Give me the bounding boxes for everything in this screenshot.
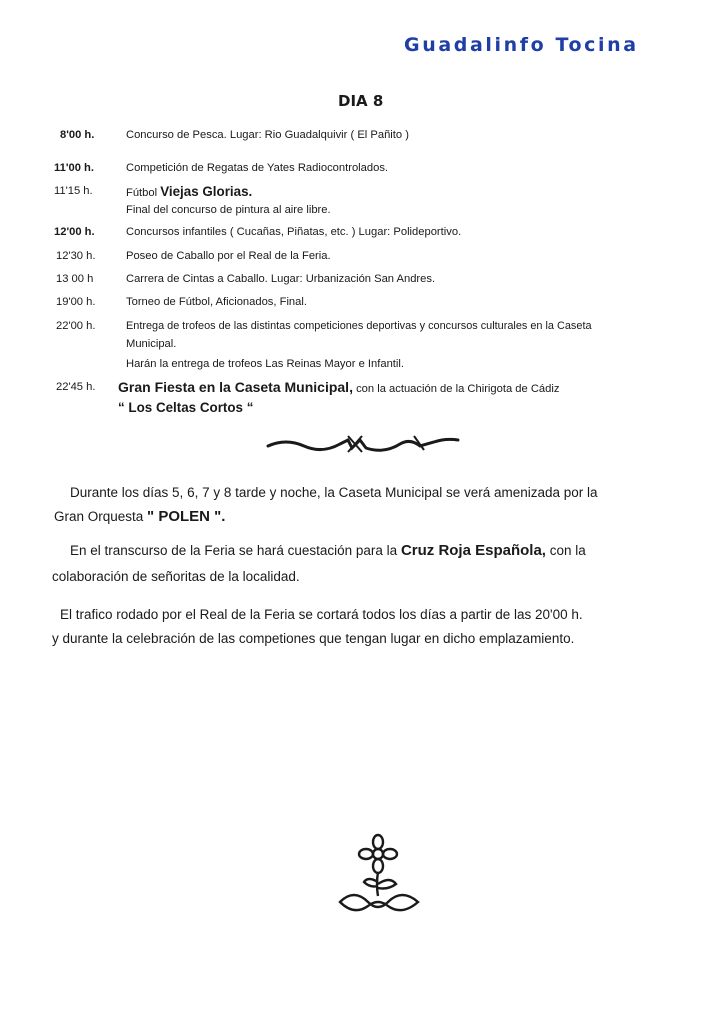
schedule-time: 11'15 h. (54, 185, 93, 197)
schedule-text-line2: “ Los Celtas Cortos “ (118, 400, 254, 415)
schedule-row-4 (54, 223, 694, 243)
schedule-text-line3: Harán la entrega de trofeos Las Reinas Mayor e Infantil. (126, 358, 404, 370)
paragraph-3-line2: y durante la celebración de las competiones que tengan lugar en dicho emplazamiento. (52, 631, 575, 646)
schedule-text: Carrera de Cintas a Caballo. Lugar: Urbanización San Andres. (126, 273, 436, 285)
schedule-time: 12'00 h. (54, 226, 95, 238)
schedule-text: Concurso de Pesca. Lugar: Rio Guadalquivir ( El Pañito ) (126, 129, 409, 141)
decorative-divider (264, 432, 464, 462)
paragraph-2-line2: colaboración de señoritas de la localidad. (52, 569, 300, 584)
paragraph-1-line1: Durante los días 5, 6, 7 y 8 tarde y noche, la Caseta Municipal se verá amenizada por la (70, 485, 598, 500)
brand-header: Guadalinfo Tocina (404, 34, 639, 56)
schedule-text: Concursos infantiles ( Cucañas, Piñatas, etc. ) Lugar: Polideportivo. (126, 226, 462, 238)
schedule-row-8 (56, 317, 696, 377)
schedule-time: 11'00 h. (54, 162, 94, 174)
schedule-text: Poseo de Caballo por el Real de la Feria. (126, 250, 331, 262)
schedule-text-line2: Final del concurso de pintura al aire libre. (126, 204, 331, 216)
schedule-row-6 (56, 270, 696, 290)
schedule-time: 22'00 h. (56, 320, 96, 332)
schedule-row-1 (60, 126, 700, 146)
paragraph-1-line2: Gran Orquesta " POLEN ". (54, 508, 226, 525)
schedule-row-5 (56, 247, 696, 267)
paragraph-2-line1: En el transcurso de la Feria se hará cuestación para la Cruz Roja Española, con la (70, 542, 586, 559)
schedule-time: 8'00 h. (60, 129, 95, 141)
schedule-text: Torneo de Fútbol, Aficionados, Final. (126, 296, 307, 308)
schedule-time: 22'45 h. (56, 381, 96, 393)
schedule-row-2 (54, 159, 694, 179)
schedule-row-9 (56, 378, 696, 420)
schedule-row-7 (56, 293, 696, 313)
schedule-text-line2: Municipal. (126, 338, 177, 350)
schedule-text: Gran Fiesta en la Caseta Municipal, con la actuación de la Chirigota de Cádiz (118, 379, 560, 395)
schedule-time: 19'00 h. (56, 296, 96, 308)
schedule-text: Competición de Regatas de Yates Radiocontrolados. (126, 162, 389, 174)
schedule-text: Entrega de trofeos de las distintas competiciones deportivas y concursos culturales en la Caseta (126, 320, 592, 332)
flower-ornament (334, 832, 424, 922)
schedule-time: 12'30 h. (56, 250, 96, 262)
paragraph-3-line1: El trafico rodado por el Real de la Feria se cortará todos los días a partir de las 20'00 h. (60, 607, 583, 622)
schedule-time: 13 00 h (56, 273, 94, 285)
day-title: DIA 8 (338, 92, 384, 110)
schedule-text: Fútbol Viejas Glorias. (126, 184, 253, 199)
schedule-row-3 (54, 182, 694, 222)
